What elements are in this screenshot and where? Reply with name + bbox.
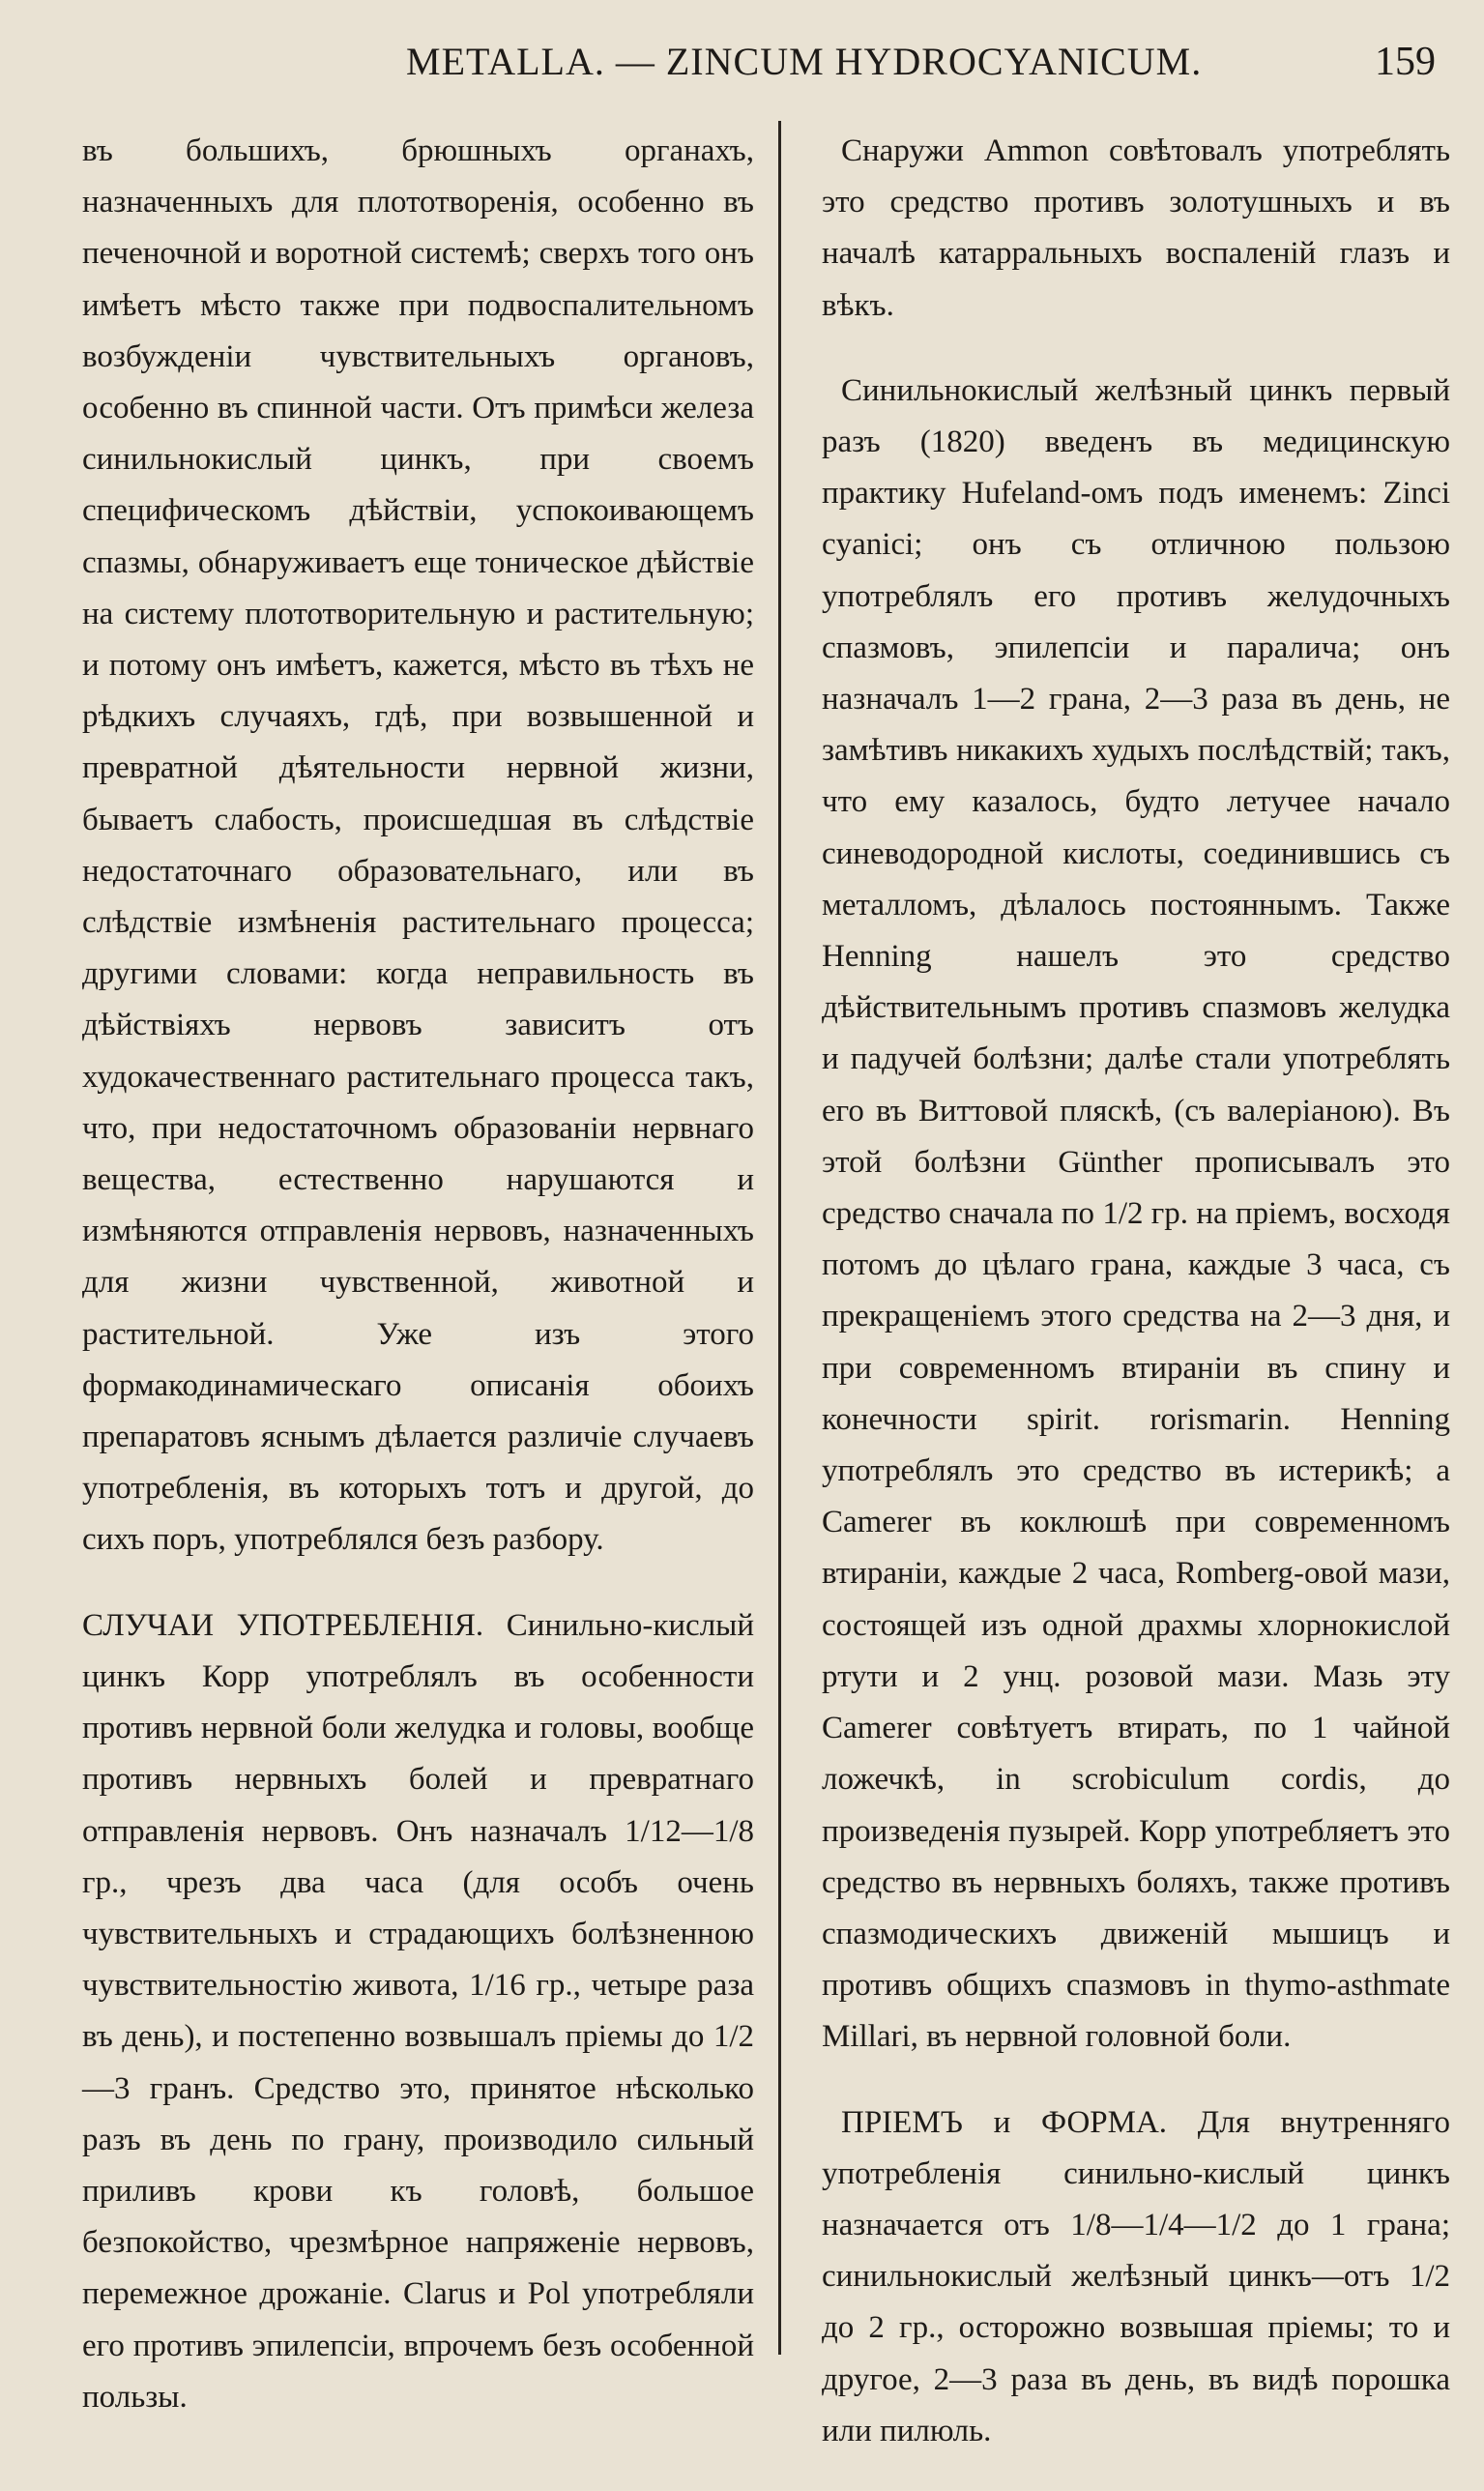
page-number: 159 [1375, 40, 1436, 84]
paragraph: Синильнокислый желѣзный цинкъ первый разъ (1820) введенъ въ медицинскую практику Hufeland-омъ подъ именемъ: Zinci cyanici; онъ съ отличною пользою употреблялъ его противъ желудочныхъ спазмовъ, эпилепсіи и паралича; онъ назначалъ 1—2 грана, 2—3 раза въ день, не замѣтивъ никакихъ худыхъ послѣдствій; такъ, что ему казалось, будто летучее начало синеводородной кислоты, соединившись съ металломъ, дѣлалось постояннымъ. Также Henning нашелъ это средство дѣйствительнымъ противъ спазмовъ желудка и падучей болѣзни; далѣе стали употреблять его въ Виттовой пляскѣ, (съ валеріаною). Въ этой болѣзни Günther прописывалъ это средство сначала по 1/2 гр. на пріемъ, восходя потомъ до цѣлаго грана, каждые 3 часа, съ прекращеніемъ этого средства на 2—3 дня, и при современномъ втираніи въ спину и конечности spirit. rorismarin. Henning употреблялъ это средство въ истерикѣ; а Camerer въ коклюшѣ при современномъ втираніи, каждые 2 часа, Romberg-овой мази, состоящей изъ одной драхмы хлорнокислой ртути и 2 унц. розовой мази. Мазь эту Camerer совѣтуетъ втирать, по 1 чайной ложечкѣ, in scrobiculum cordis, до произведенія пузырей. Корр употребляетъ это средство въ нервныхъ боляхъ, также противъ спазмодическихъ движеній мышицъ и противъ общихъ спазмовъ in thymo-asthmate Millari, въ нервной головной боли. [822, 372, 1450, 2055]
column-divider [778, 121, 781, 2355]
paragraph: ПРІЕМЪ и ФОРМА. Для внутренняго употребленія синильно-кислый цинкъ назначается отъ 1/8—1/4—1/2 до 1 грана; синильнокислый желѣзный цинкъ—отъ 1/2 до 2 гр., осторожно возвышая пріемы; то и другое, 2—3 раза въ день, въ видѣ порошка или пилюль. [822, 2104, 1450, 2448]
page-header [58, 39, 1445, 97]
paragraph: въ большихъ, брюшныхъ органахъ, назначенныхъ для плототворенія, особенно въ печеночной и воротной системѣ; сверхъ того онъ имѣетъ мѣсто также при подвоспалительномъ возбужденіи чувствительныхъ органовъ, особенно въ спинной части. Отъ примѣси железа синильнокислый цинкъ, при своемъ специфическомъ дѣйствіи, успокоивающемъ спазмы, обнаруживаетъ еще тоническое дѣйствіе на систему плототворительную и растительную; и потому онъ имѣетъ, кажется, мѣсто въ тѣхъ не рѣдкихъ случаяхъ, гдѣ, при возвышенной и превратной дѣятельности нервной жизни, бываетъ слабость, происшедшая въ слѣдствіе недостаточнаго образовательнаго, или въ слѣдствіе измѣненія растительнаго процесса; другими словами: когда неправильность въ дѣйствіяхъ нервовъ зависитъ отъ худокачественнаго растительнаго процесса такъ, что, при недостаточномъ образованіи нервнаго вещества, естественно нарушаются и измѣняются отправленія нервовъ, назначенныхъ для жизни чувственной, животной и растительной. Уже изъ этого формакодинамическаго описанія обоихъ препаратовъ яснымъ дѣлается различіе случаевъ употребленія, въ которыхъ тотъ и другой, до сихъ поръ, употреблялся безъ разбору. [82, 133, 754, 1558]
running-head: METALLA. — ZINCUM HYDROCYANICUM. [406, 40, 1203, 83]
paragraph: СЛУЧАИ УПОТРЕБЛЕНІЯ. Синильно-кислый цинкъ Корр употреблялъ въ особенности противъ нервной боли желудка и головы, вообще противъ нервныхъ болей и превратнаго отправленія нервовъ. Онъ назначалъ 1/12—1/8 гр., чрезъ два часа (для особъ очень чувствительныхъ и страдающихъ болѣзненною чувствительностію живота, 1/16 гр., четыре раза въ день), и постепенно возвышалъ пріемы до 1/2—3 гранъ. Средство это, принятое нѣсколько разъ въ день по грану, производило сильный приливъ крови къ головѣ, большое безпокойство, чрезмѣрное напряженіе нервовъ, перемежное дрожаніе. Clarus и Pol употребляли его противъ эпилепсіи, впрочемъ безъ особенной пользы. [82, 1607, 754, 2415]
right-column [822, 126, 1450, 2491]
paragraph: Снаружи Ammon совѣтовалъ употреблять это средство противъ золотушныхъ и въ началѣ катарральныхъ воспаленій глазъ и вѣкъ. [822, 133, 1450, 323]
left-column [82, 126, 754, 2457]
